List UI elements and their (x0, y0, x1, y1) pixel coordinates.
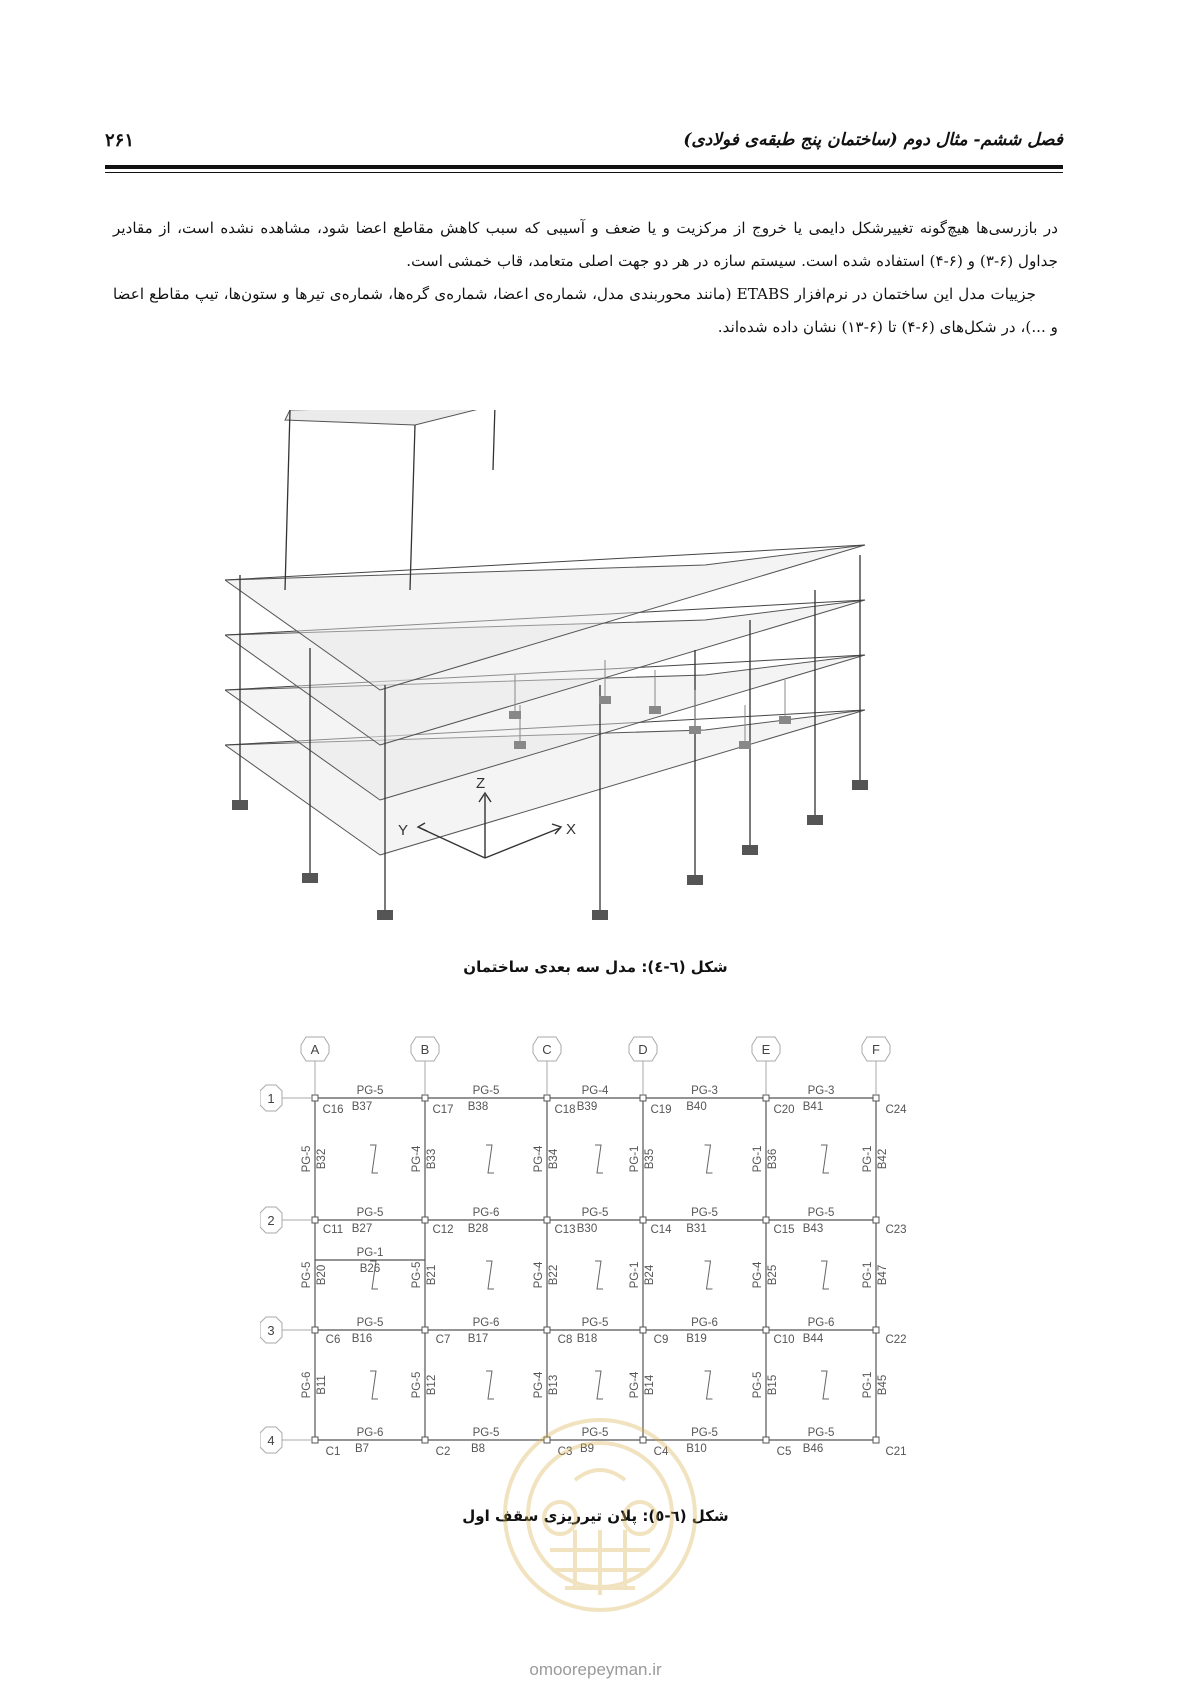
beam-id-label: B25 (767, 1264, 779, 1286)
span-direction-icon (370, 1371, 378, 1399)
beam-type-label: PG-5 (691, 1207, 718, 1219)
column-node (873, 1327, 879, 1333)
beam-id-label: B12 (426, 1374, 438, 1396)
beam-type-label: PG-5 (301, 1261, 313, 1289)
beam-type-label: PG-5 (411, 1371, 423, 1399)
body-text (113, 212, 1058, 344)
column-node (544, 1437, 550, 1443)
column-support-6 (742, 845, 758, 855)
span-direction-icon (821, 1145, 829, 1173)
beam-id-label: B33 (426, 1148, 438, 1170)
secondary-beam-id: B26 (359, 1263, 381, 1275)
column-label: C10 (773, 1334, 795, 1346)
grid-letter-B: B (420, 1042, 430, 1057)
column-node (544, 1095, 550, 1101)
column-label: C18 (554, 1104, 576, 1116)
column-label: C17 (432, 1104, 454, 1116)
beam-id-label: B42 (877, 1148, 889, 1170)
3d-frame (225, 410, 868, 920)
beam-type-label: PG-5 (356, 1207, 384, 1219)
column-label: C4 (653, 1446, 669, 1458)
beam-id-label: B47 (877, 1264, 889, 1286)
framing-plan (260, 1037, 907, 1458)
beam-id-label: B17 (467, 1333, 489, 1345)
column-label: C21 (885, 1446, 907, 1458)
beam-type-label: PG-5 (581, 1317, 609, 1329)
beam-type-label: PG-5 (411, 1261, 423, 1289)
column-node (422, 1095, 428, 1101)
beam-id-label: B18 (576, 1333, 598, 1345)
span-direction-icon (705, 1261, 713, 1289)
interior-support-5 (739, 741, 751, 749)
beam-id-label: B31 (686, 1223, 707, 1235)
column-node (640, 1437, 646, 1443)
beam-type-label: PG-5 (472, 1085, 500, 1097)
column-node (312, 1327, 318, 1333)
beam-type-label: PG-4 (533, 1261, 545, 1289)
grid-letter-D: D (638, 1042, 648, 1057)
paragraph-1: در بازرسی‌ها هیچ‌گونه تغییرشکل دایمی یا خروج از مرکزیت و یا ضعف و آسیبی که سبب کاهش مقاطع اعضا شود، مشاهده نشده است، از مقادیر جداول (۶-۳) و (۶-۴) استفاده شده است. سیستم سازه در هر دو جهت اصلی متعامد، قاب خمشی است. (113, 219, 1058, 270)
column-label: C3 (557, 1446, 573, 1458)
beam-id-label: B10 (686, 1443, 707, 1455)
column-label: C5 (776, 1446, 792, 1458)
penthouse-column-1 (285, 410, 290, 590)
header-rule-thick (105, 165, 1063, 169)
span-direction-icon (705, 1145, 713, 1173)
beam-type-label: PG-3 (807, 1085, 835, 1097)
penthouse-column-2 (410, 425, 415, 590)
beam-type-label: PG-5 (356, 1317, 384, 1329)
grid-letter-C: C (542, 1042, 552, 1057)
beam-type-label: PG-4 (411, 1145, 423, 1173)
column-label: C8 (557, 1334, 573, 1346)
column-node (763, 1327, 769, 1333)
column-label: C14 (650, 1224, 672, 1236)
beam-id-label: B13 (548, 1374, 560, 1396)
beam-id-label: B16 (351, 1333, 373, 1345)
beam-id-label: B21 (426, 1264, 438, 1286)
column-node (763, 1095, 769, 1101)
beam-type-label: PG-6 (472, 1207, 500, 1219)
axis-y-label: Y (398, 822, 409, 839)
beam-id-label: B43 (802, 1223, 824, 1235)
column-node (873, 1095, 879, 1101)
column-node (312, 1095, 318, 1101)
interior-support-3 (649, 706, 661, 714)
column-node (422, 1327, 428, 1333)
column-node (422, 1217, 428, 1223)
column-label: C20 (773, 1104, 795, 1116)
beam-type-label: PG-6 (472, 1317, 500, 1329)
interior-support-7 (514, 741, 526, 749)
watermark-site: omoorepeyman.ir (529, 1660, 662, 1679)
beam-type-label: PG-5 (691, 1427, 718, 1439)
beam-type-label: PG-6 (356, 1427, 384, 1439)
beam-id-label: B32 (316, 1148, 328, 1170)
span-direction-icon (486, 1371, 494, 1399)
beam-type-label: PG-1 (862, 1261, 874, 1289)
beam-type-label: PG-1 (862, 1371, 874, 1399)
column-label: C23 (885, 1224, 907, 1236)
beam-type-label: PG-4 (752, 1261, 764, 1289)
grid-number-1: 1 (267, 1091, 275, 1106)
page-number: ۲۶۱ (105, 130, 135, 151)
column-support-2 (302, 873, 318, 883)
beam-id-label: B36 (767, 1148, 779, 1170)
span-direction-icon (821, 1261, 829, 1289)
column-node (312, 1217, 318, 1223)
column-node (544, 1327, 550, 1333)
column-label: C2 (435, 1446, 451, 1458)
beam-id-label: B46 (802, 1443, 824, 1455)
column-node (763, 1437, 769, 1443)
beam-type-label: PG-5 (301, 1145, 313, 1173)
column-label: C11 (322, 1224, 344, 1236)
column-label: C24 (885, 1104, 907, 1116)
beam-id-label: B39 (576, 1101, 598, 1113)
beam-type-label: PG-1 (862, 1145, 874, 1173)
figure1-caption: شکل (٦-٤): مدل سه بعدی ساختمان (463, 958, 728, 976)
beam-type-label: PG-5 (581, 1427, 609, 1439)
column-node (873, 1217, 879, 1223)
column-support-7 (807, 815, 823, 825)
column-node (544, 1217, 550, 1223)
column-label: C19 (650, 1104, 672, 1116)
interior-support-6 (779, 716, 791, 724)
column-label: C16 (322, 1104, 344, 1116)
beam-id-label: B41 (802, 1101, 824, 1113)
beam-id-label: B38 (467, 1101, 489, 1113)
column-support-4 (592, 910, 608, 920)
header-rule-thin (105, 172, 1063, 173)
penthouse-column-3 (493, 410, 495, 470)
column-label: C15 (773, 1224, 795, 1236)
grid-number-2: 2 (267, 1213, 275, 1228)
figure2-caption: شکل (٦-٥): پلان تیرریزی سقف اول (462, 1507, 729, 1525)
beam-type-label: PG-5 (807, 1427, 835, 1439)
column-label: C1 (325, 1446, 341, 1458)
column-label: C13 (554, 1224, 576, 1236)
column-node (422, 1437, 428, 1443)
beam-id-label: B9 (579, 1443, 595, 1455)
column-support-8 (852, 780, 868, 790)
column-label: C22 (885, 1334, 907, 1346)
beam-type-label: PG-3 (691, 1085, 718, 1097)
beam-type-label: PG-1 (629, 1145, 641, 1173)
grid-letter-E: E (761, 1042, 771, 1057)
beam-id-label: B45 (877, 1374, 889, 1396)
interior-support-4 (689, 726, 701, 734)
interior-support-1 (509, 711, 521, 719)
3d-model-figure (225, 410, 965, 950)
beam-type-label: PG-6 (691, 1317, 718, 1329)
axis-z-label: Z (476, 775, 486, 792)
beam-id-label: B20 (316, 1264, 328, 1286)
beam-id-label: B35 (644, 1148, 656, 1170)
column-node (873, 1437, 879, 1443)
column-node (763, 1217, 769, 1223)
beam-id-label: B37 (351, 1101, 373, 1113)
beam-id-label: B22 (548, 1264, 560, 1286)
grid-number-4: 4 (267, 1433, 275, 1448)
beam-id-label: B34 (548, 1148, 560, 1170)
beam-type-label: PG-1 (752, 1145, 764, 1173)
beam-type-label: PG-5 (807, 1207, 835, 1219)
beam-type-label: PG-6 (807, 1317, 835, 1329)
penthouse-roof (285, 410, 495, 425)
chapter-title: فصل ششم- مثال دوم (ساختمان پنج طبقه‌ی فولادی) (683, 130, 1063, 150)
beam-type-label: PG-4 (629, 1371, 641, 1399)
span-direction-icon (486, 1261, 494, 1289)
column-node (312, 1437, 318, 1443)
span-direction-icon (595, 1261, 603, 1289)
beam-type-label: PG-6 (301, 1371, 313, 1399)
beam-id-label: B24 (644, 1264, 656, 1286)
span-direction-icon (821, 1371, 829, 1399)
secondary-beam-type: PG-1 (356, 1247, 384, 1259)
beam-type-label: PG-4 (581, 1085, 609, 1097)
span-direction-icon (705, 1371, 713, 1399)
beam-id-label: B8 (470, 1443, 486, 1455)
beam-id-label: B30 (576, 1223, 598, 1235)
beam-id-label: B44 (802, 1333, 824, 1345)
framing-plan-figure (260, 1000, 980, 1480)
axis-x-label: X (566, 821, 577, 838)
column-label: C6 (325, 1334, 341, 1346)
beam-type-label: PG-5 (752, 1371, 764, 1399)
span-direction-icon (486, 1145, 494, 1173)
column-node (640, 1095, 646, 1101)
beam-id-label: B19 (686, 1333, 707, 1345)
beam-type-label: PG-5 (356, 1085, 384, 1097)
beam-id-label: B11 (316, 1375, 328, 1395)
beam-id-label: B40 (686, 1101, 707, 1113)
beam-id-label: B15 (767, 1374, 779, 1396)
column-support-5 (687, 875, 703, 885)
beam-id-label: B14 (644, 1374, 656, 1396)
span-direction-icon (595, 1145, 603, 1173)
beam-type-label: PG-5 (581, 1207, 609, 1219)
column-node (640, 1327, 646, 1333)
paragraph-2: جزییات مدل این ساختمان در نرم‌افزار ETABS (مانند محوربندی مدل، شماره‌ی اعضا، شماره‌ی گره‌ها، شماره‌ی تیرها و ستون‌ها، تیپ مقاطع اعضا و ...)، در شکل‌های (۶-۴) تا (۶-۱۳) نشان داده شده‌اند. (113, 285, 1058, 336)
beam-id-label: B28 (467, 1223, 489, 1235)
interior-support-2 (599, 696, 611, 704)
column-label: C9 (653, 1334, 669, 1346)
grid-letter-A: A (310, 1042, 320, 1057)
beam-id-label: B7 (354, 1443, 370, 1455)
span-direction-icon (595, 1371, 603, 1399)
beam-type-label: PG-1 (629, 1261, 641, 1289)
span-direction-icon (370, 1145, 378, 1173)
beam-type-label: PG-5 (472, 1427, 500, 1439)
grid-letter-F: F (872, 1042, 880, 1057)
beam-type-label: PG-4 (533, 1145, 545, 1173)
column-label: C12 (432, 1224, 454, 1236)
column-support-3 (377, 910, 393, 920)
grid-number-3: 3 (267, 1323, 275, 1338)
beam-type-label: PG-4 (533, 1371, 545, 1399)
beam-id-label: B27 (351, 1223, 373, 1235)
column-support-1 (232, 800, 248, 810)
column-label: C7 (435, 1334, 451, 1346)
column-node (640, 1217, 646, 1223)
